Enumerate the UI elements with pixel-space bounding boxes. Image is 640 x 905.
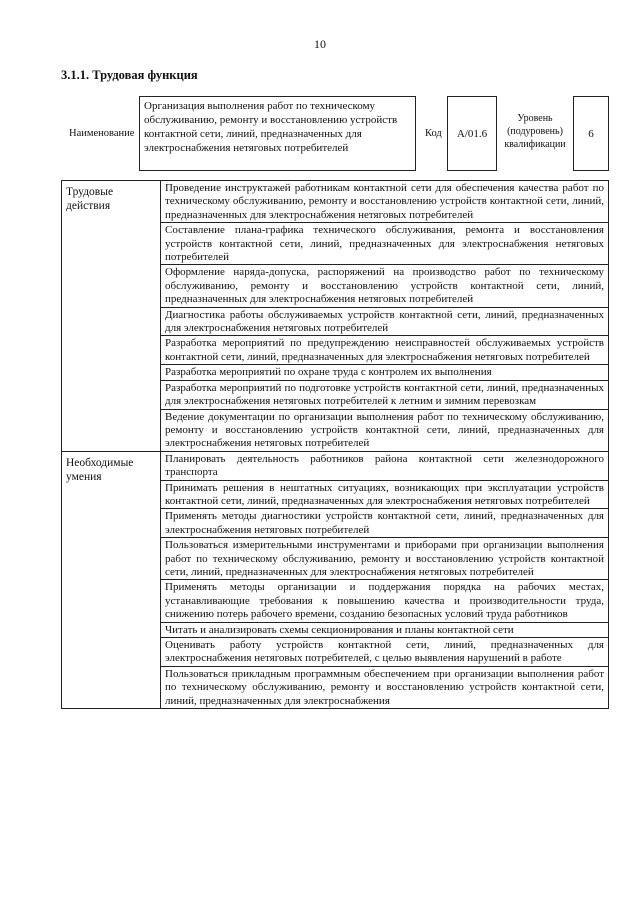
labor-action-item: Разработка мероприятий по охране труда с контролем их выполнения (161, 365, 609, 380)
labor-action-item: Ведение документации по организации выполнения работ по техническому обслуживанию, ремонту и восстановлению устройств контактной сети, линий, предназначенных для электроснабжения нетяговых потребителей (161, 409, 609, 451)
labor-actions-label: Трудовые действия (62, 181, 161, 452)
name-value: Организация выполнения работ по техническому обслуживанию, ремонту и восстановлению устройств контактной сети, линий, предназначенных для электроснабжения нетяговых потребителей (139, 96, 416, 171)
table-row (62, 451, 609, 480)
function-header (61, 96, 609, 172)
name-label: Наименование (69, 128, 135, 139)
skill-item: Применять методы диагностики устройств контактной сети, линий, предназначенных для электроснабжения нетяговых потребителей (161, 509, 609, 538)
skill-item: Принимать решения в нештатных ситуациях, возникающих при эксплуатации устройств контактной сети, линий, предназначенных для электроснабжения нетяговых потребителей (161, 480, 609, 509)
labor-action-item: Проведение инструктажей работникам контактной сети для обеспечения качества работ по техническому обслуживанию, ремонту и восстановлению устройств контактной сети, линий, предназначенных для электроснабжения нетяговых потребителей (161, 181, 609, 223)
table-row (62, 181, 609, 223)
level-value: 6 (573, 96, 609, 171)
skill-item: Пользоваться прикладным программным обеспечением при организации выполнения работ по техническому обслуживанию, ремонту и восстановлению устройств контактной сети, линий, предназначенных для электроснабжения (161, 666, 609, 708)
skill-item: Читать и анализировать схемы секционирования и планы контактной сети (161, 622, 609, 637)
skill-item: Оценивать работу устройств контактной сети, линий, предназначенных для электроснабжения нетяговых потребителей, с целью выявления нарушений в работе (161, 638, 609, 667)
labor-action-item: Диагностика работы обслуживаемых устройств контактной сети, линий, предназначенных для электроснабжения нетяговых потребителей (161, 307, 609, 336)
code-value: A/01.6 (447, 96, 497, 171)
code-label: Код (425, 128, 442, 139)
level-label: Уровень (подуровень) квалификации (504, 113, 566, 150)
page-number: 10 (314, 37, 326, 51)
skill-item: Применять методы организации и поддержания порядка на рабочих местах, устанавливающие требования к повышению качества и производительности труда, снижению потерь рабочего времени, созданию безопасных условий труда работников (161, 580, 609, 622)
labor-action-item: Разработка мероприятий по подготовке устройств контактной сети, линий, предназначенных для электроснабжения нетяговых потребителей к летним и зимним перевозкам (161, 380, 609, 409)
labor-action-item: Оформление наряда-допуска, распоряжений на производство работ по техническому обслуживанию, ремонту и восстановлению устройств контактной сети, линий, предназначенных для электроснабжения нетяговых потребителей (161, 265, 609, 307)
labor-action-item: Разработка мероприятий по предупреждению неисправностей обслуживаемых устройств контактной сети, линий, предназначенных для электроснабжения нетяговых потребителей (161, 336, 609, 365)
section-title: 3.1.1. Трудовая функция (61, 68, 198, 82)
skills-label: Необходимые умения (62, 451, 161, 708)
function-table (61, 180, 609, 709)
skill-item: Планировать деятельность работников района контактной сети железнодорожного транспорта (161, 451, 609, 480)
skill-item: Пользоваться измерительными инструментами и приборами при организации выполнения работ по техническому обслуживанию, ремонту и восстановлению устройств контактной сети, линий, предназначенных для электроснабжения нетяговых потребителей (161, 538, 609, 580)
labor-action-item: Составление плана-графика технического обслуживания, ремонта и восстановления устройств контактной сети, линий, предназначенных для электроснабжения нетяговых потребителей (161, 223, 609, 265)
